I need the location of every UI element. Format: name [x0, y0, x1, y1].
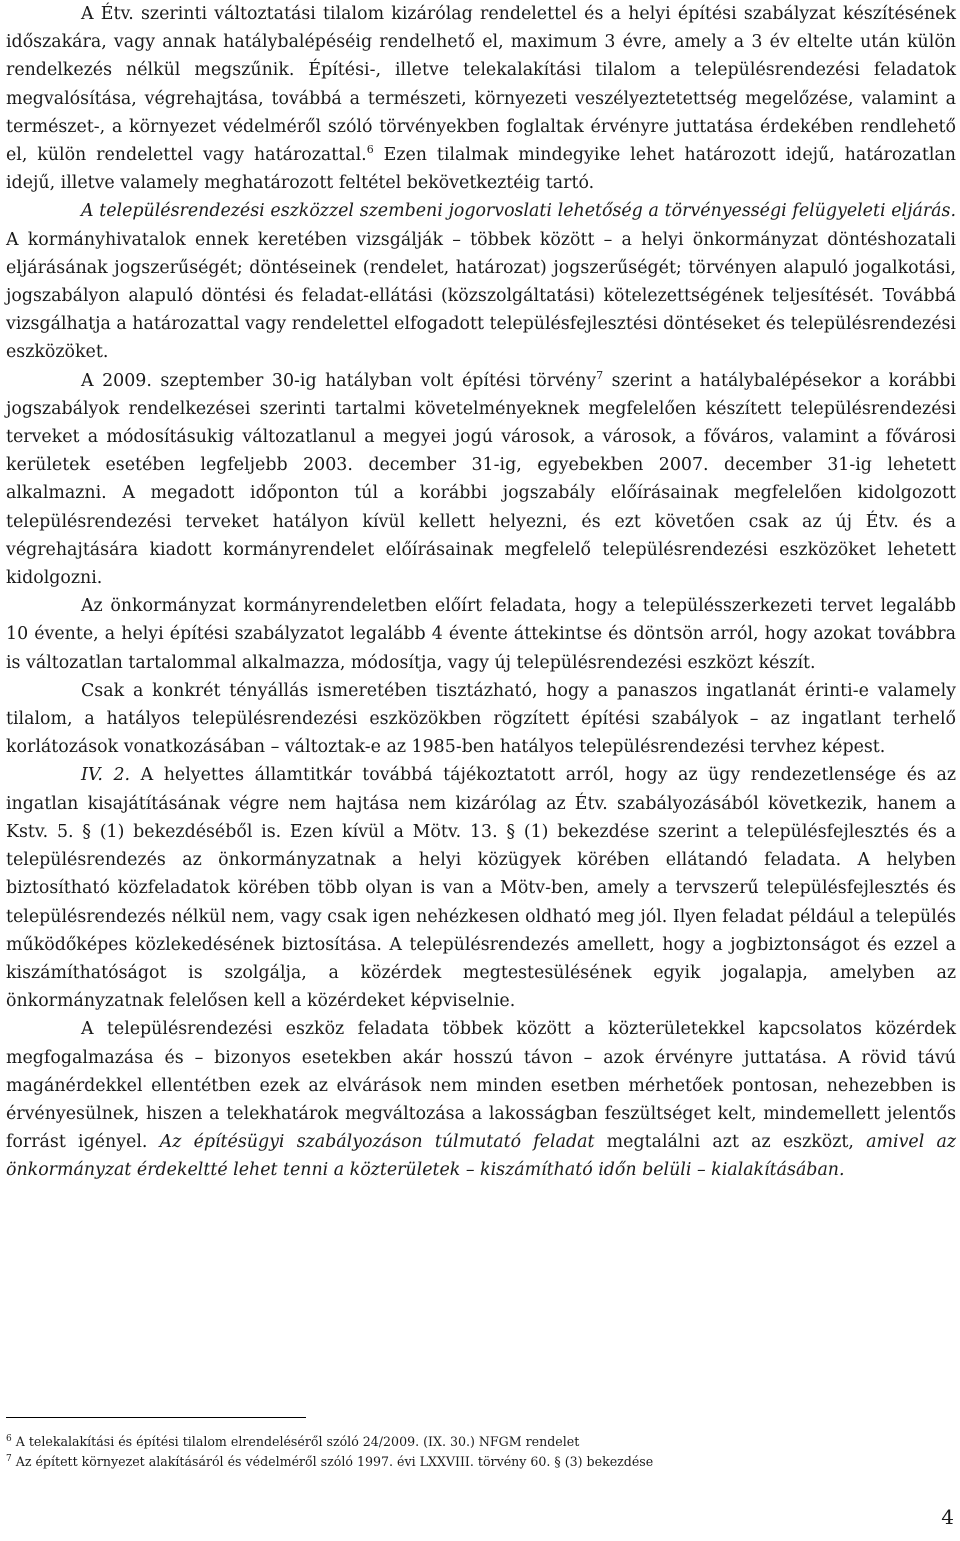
- document-body: [6, 0, 956, 1185]
- footnotes: [6, 1432, 946, 1472]
- footnote-7-number: 7: [6, 1453, 12, 1464]
- footnote-6-text: A telekalakítási és építési tilalom elrendeléséről szóló 24/2009. (IX. 30.) NFGM rendelet: [11, 1434, 580, 1449]
- text-run: A településrendezési eszköz feladata többek között a közterületekkel kapcsolatos közérdek megfogalmazása és – bizonyos esetekben akár hosszú távon – azok érvényre juttatása. A rövid távú magánérdekkel ellentétben ezek az elvárások nem minden esetben mérhetőek pontosan, nehezebben is érvényesülnek, hiszen a telekhatárok megváltozása a lakosságban feszültséget kelt, mindemellett jelentős forrást igényel.: [6, 1019, 956, 1153]
- paragraph-7: [6, 1015, 956, 1184]
- footnote-6-number: 6: [6, 1433, 12, 1444]
- footnote-7: [6, 1452, 946, 1472]
- text-run: Az önkormányzat kormányrendeletben előírt feladata, hogy a településszerkezeti tervet legalább 10 évente, a helyi építési szabályzatot legalább 4 évente áttekintse és döntsön arról, hogy azokat továbbra is változatlan tartalommal alkalmazza, módosítja, vagy új településrendezési eszközt készít.: [6, 596, 956, 673]
- paragraph-5: [6, 677, 956, 762]
- text-run: A Étv. szerinti változtatási tilalom kizárólag rendelettel és a helyi építési szabályzat készítésének időszakára, vagy annak hatálybalépéséig rendelhető el, maximum 3 évre, amely a 3 év elteltе után külön rendelkezés nélkül megszűnik. Építési-, illetve telekalakítási tilalom a településrendezési feladatok megvalósítása, végrehajtása, továbbá a természeti, környezeti veszélyeztetettség megelőzése, valamint a természet-, a környezet védelméről szóló törvényekben foglaltak érvényre juttatása érdekében rendlehető el, külön rendelettel vagy határozattal.: [6, 4, 956, 166]
- text-run: A kormányhivatalok ennek keretében vizsgálják – többek között – a helyi önkormányzat döntéshozatali eljárásának jogszerűségét; döntéseinek (rendelet, határozat) jogszerűségét; törvényen alapuló jogalkotási, jogszabályon alapuló döntési és feladat-ellátási (közszolgáltatási) kötelezettségének teljesítését. Továbbá vizsgálhatja a határozattal vagy rendelettel elfogadott településfejlesztési döntéseket és településrendezési eszközöket.: [6, 229, 956, 363]
- text-run: A 2009. szeptember 30-ig hatályban volt építési törvény: [81, 370, 597, 391]
- footnote-6: [6, 1432, 946, 1452]
- italic-run: IV. 2.: [81, 765, 131, 786]
- text-run: Ezen tilalmak mindegyike lehet határozott idejű, határozatlan idejű, illetve valamely meghatározott feltétel bekövetkeztéig tartó.: [6, 145, 956, 194]
- italic-run: amivel az önkormányzat érdekeltté lehet tenni a közterületek – kiszámítható időn belüli – kialakításában.: [6, 1132, 957, 1181]
- paragraph-2: [6, 197, 956, 366]
- footnote-separator: [6, 1417, 306, 1418]
- text-run: Csak a konkrét tényállás ismeretében tisztázható, hogy a panaszos ingatlanát érinti-e valamely tilalom, a hatályos településrendezési eszközökben rögzített építési szabályok – az ingatlant terhelő korlátozások vonatkozásában – változtak-e az 1985-ben hatályos településrendezési tervhez képest.: [6, 680, 956, 758]
- text-run: megtalálni azt az eszközt,: [594, 1132, 867, 1153]
- paragraph-3: [6, 367, 956, 593]
- italic-run: A településrendezési eszközzel szembeni jogorvoslati lehetőség a törvényességi felügyeleti eljárás.: [81, 201, 956, 222]
- page-number: 4: [941, 1505, 954, 1529]
- italic-run: Az építésügyi szabályozáson túlmutató feladat: [159, 1132, 595, 1153]
- text-run: A helyettes államtitkár továbbá tájékoztatott arról, hogy az ügy rendezetlensége és az ingatlan kisajátításának végre nem hajtása nem kizárólag az Étv. szabályozásából következik, hanem a Kstv. 5. § (1) bekezdéséből is. Ezen kívül a Mötv. 13. § (1) bekezdése szerint a településfejlesztés és a településrendezés az önkormányzatnak a helyi közügyek körében ellátandó feladata. A helyben biztosítható közfeladatok körében több olyan is van a Mötv-ben, amely a tervszerű településfejlesztés és településrendezés nélkül nem, vagy csak igen nehézkesen oldható meg jól. Ilyen feladat például a település működőképes közlekedésének biztosítása. A településrendezés amellett, hogy a jogbiztonságot és ezzel a kiszámíthatóságot is szolgálja, a közérdek megtestesülésének egyik jogalapja, amelyben az önkormányzatnak felelősen kell a közérdeket képviselnie.: [6, 765, 956, 1012]
- footnote-ref: 6: [366, 143, 374, 157]
- paragraph-6: [6, 761, 956, 1015]
- footnote-7-text: Az épített környezet alakításáról és védelméről szóló 1997. évi LXXVIII. törvény 60. § (3) bekezdése: [11, 1454, 654, 1469]
- footnote-ref: 7: [596, 368, 604, 382]
- paragraph-1: [6, 0, 956, 197]
- text-run: szerint a hatálybalépésekor a korábbi jogszabályok rendelkezései szerinti tartalmi követelményeknek megfelelően készített településrendezési terveket a módosításukig változatlanul a megyei jogú városok, a városok, a főváros, valamint a fővárosi kerületek esetében legfeljebb 2003. december 31-ig, egyebekben 2007. december 31-ig lehetett alkalmazni. A megadott időponton túl a korábbi jogszabály előírásainak megfelelően kidolgozott településrendezési terveket hatályon kívül kellett helyezni, és ezt követően csak az új Étv. és a végrehajtására kiadott kormányrendelet előírásainak megfelelő településrendezési eszközöket lehetett kidolgozni.: [6, 370, 956, 589]
- paragraph-4: [6, 592, 956, 677]
